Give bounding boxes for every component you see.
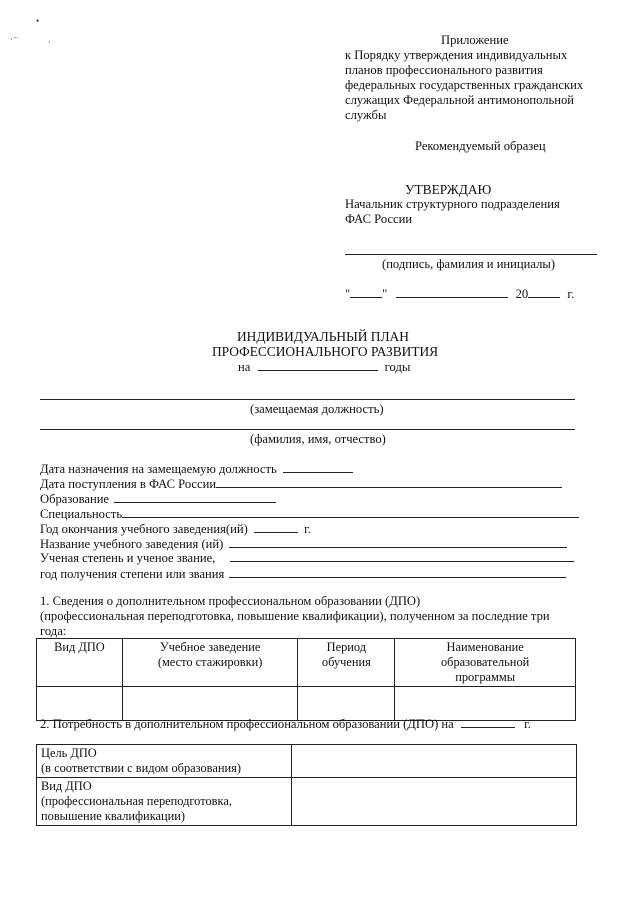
appendix-line: служащих Федеральной антимонопольной xyxy=(345,93,575,107)
table-row xyxy=(37,745,577,778)
field-degree: Ученая степень и ученое звание, xyxy=(40,551,216,565)
scan-mark: · xyxy=(48,37,51,47)
plan-title-line1: ИНДИВИДУАЛЬНЫЙ ПЛАН xyxy=(237,329,409,344)
degree-line[interactable] xyxy=(230,561,574,562)
field-label: Дата назначения на замещаемую должность xyxy=(40,462,277,476)
section1-line2: (профессиональная переподготовка, повышение квалификации), полученном за последние три xyxy=(40,609,550,623)
appendix-line: службы xyxy=(345,108,387,122)
plan-period-suffix: годы xyxy=(384,360,411,374)
field-label: Дата поступления в ФАС России xyxy=(40,477,217,491)
institution-input[interactable] xyxy=(229,536,567,548)
field-education xyxy=(40,491,276,507)
plan-period xyxy=(238,359,410,375)
appointment-date-input[interactable] xyxy=(283,461,353,473)
field-label: Образование xyxy=(40,492,110,506)
entry-date-input[interactable] xyxy=(216,476,562,488)
table-cell[interactable] xyxy=(291,778,576,826)
section2-suffix: г. xyxy=(524,717,531,731)
section2-year-input[interactable] xyxy=(461,716,515,728)
dpo-history-table xyxy=(36,638,576,721)
header-cell: Наименование образовательной программы xyxy=(395,639,576,687)
field-entry-date xyxy=(40,476,562,492)
appendix-line: к Порядку утверждения индивидуальных xyxy=(345,48,568,62)
degree-year-input[interactable] xyxy=(229,566,566,578)
field-label: год получения степени или звания xyxy=(40,567,225,581)
signature-line[interactable] xyxy=(345,254,597,255)
table-header-row xyxy=(37,639,576,687)
appendix-title: Приложение xyxy=(441,33,509,47)
approve-position: Начальник структурного подразделения xyxy=(345,197,560,211)
field-appointment-date xyxy=(40,461,353,477)
approve-date xyxy=(345,286,574,302)
header-cell: Вид ДПО xyxy=(37,639,123,687)
row-label: Цель ДПО (в соответствии с видом образования) xyxy=(37,745,292,778)
specialty-input[interactable] xyxy=(122,506,579,518)
header-cell: Учебное заведение (место стажировки) xyxy=(122,639,298,687)
dpo-needs-table xyxy=(36,744,577,826)
table-cell[interactable] xyxy=(291,745,576,778)
plan-period-prefix: на xyxy=(238,360,251,374)
quote-open: " xyxy=(345,287,351,301)
section1-line3: года: xyxy=(40,624,67,638)
date-day-field[interactable] xyxy=(350,286,382,298)
field-label: Название учебного заведения (ий) xyxy=(40,537,224,551)
field-label: Год окончания учебного заведения(ий) xyxy=(40,522,248,536)
header-cell: Период обучения xyxy=(298,639,395,687)
field-graduation-year xyxy=(40,521,311,537)
signature-caption: (подпись, фамилия и инициалы) xyxy=(382,257,556,271)
scan-mark: • xyxy=(36,16,40,26)
plan-title-line2: ПРОФЕССИОНАЛЬНОГО РАЗВИТИЯ xyxy=(212,344,439,359)
approve-org: ФАС России xyxy=(345,212,413,226)
graduation-year-input[interactable] xyxy=(254,521,298,533)
fio-line[interactable] xyxy=(40,429,575,430)
date-century: 20 xyxy=(515,287,529,301)
education-input[interactable] xyxy=(114,491,276,503)
field-specialty xyxy=(40,506,579,522)
row-label: Вид ДПО (профессиональная переподготовка, повышение квалификации) xyxy=(37,778,292,826)
section2-line xyxy=(40,716,531,732)
field-institution xyxy=(40,536,567,552)
date-year-field[interactable] xyxy=(528,286,560,298)
position-caption: (замещаемая должность) xyxy=(250,402,384,416)
date-month-field[interactable] xyxy=(396,286,508,298)
appendix-line: федеральных государственных гражданских xyxy=(345,78,584,92)
scan-mark: ·⁻ xyxy=(10,34,18,44)
plan-years-field[interactable] xyxy=(258,359,378,371)
table-row xyxy=(37,778,577,826)
fio-caption: (фамилия, имя, отчество) xyxy=(250,432,386,446)
position-line[interactable] xyxy=(40,399,575,400)
field-suffix: г. xyxy=(304,522,311,536)
field-degree-year xyxy=(40,566,566,582)
sample-label: Рекомендуемый образец xyxy=(415,139,546,153)
appendix-line: планов профессионального развития xyxy=(345,63,543,77)
field-label: Специальность xyxy=(40,507,123,521)
approve-title: УТВЕРЖДАЮ xyxy=(405,182,492,197)
date-year-suffix: г. xyxy=(567,287,575,301)
section1-line1: 1. Сведения о дополнительном профессиональном образовании (ДПО) xyxy=(40,594,421,608)
section2-text: 2. Потребность в дополнительном профессиональном образовании (ДПО) на xyxy=(40,717,454,731)
quote-close: " xyxy=(382,287,388,301)
